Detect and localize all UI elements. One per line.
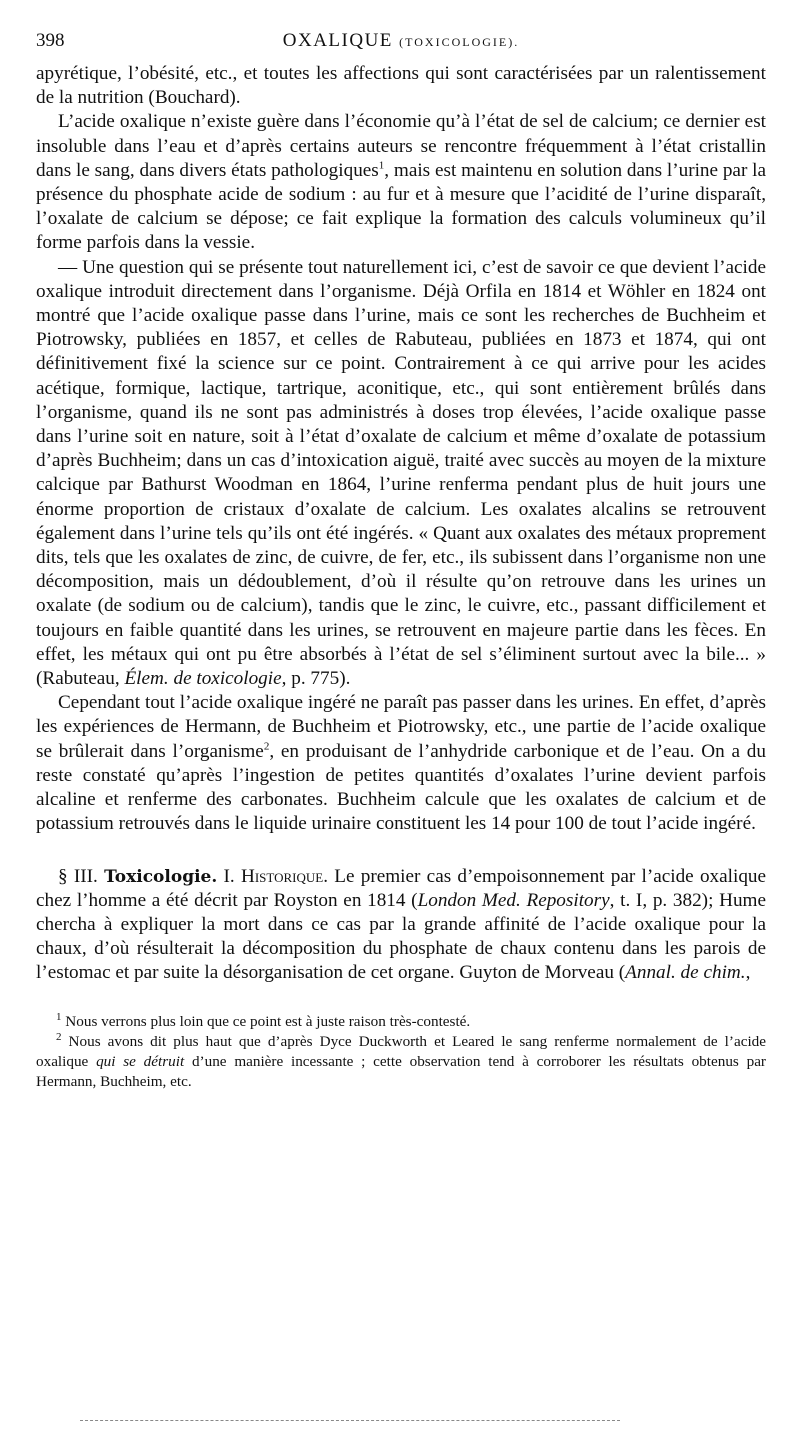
- paragraph: [36, 62, 766, 110]
- citation-title: Annal. de chim.: [625, 962, 746, 984]
- citation-title: London Med. Repository: [417, 889, 610, 911]
- paragraph-text: — Une question qui se présente tout naturellement ici, c’est de savoir ce que devient l’acide oxalique introduit directement dans l’organisme. Déjà Orfila en 1814 et Wöhler en 1824 ont montré que l’acide oxalique passe dans l’urine, mais ce sont les recherches de Buchheim et Piotrowsky, publiées en 1857, et celles de Rabuteau, publiées en 1873 et 1874, qui ont définitivement fixé la science sur ce point. Contrairement à ce qui arrive pour les acides acétique, formique, lactique, tartrique, aconitique, etc., qui sont entièrement brûlés dans l’organisme, quand ils ne sont pas administrés à doses trop élevées, l’acide oxalique passe dans l’urine soit en nature, soit à l’état d’oxalate de calcium et même d’oxalate de potassium d’après Buchheim; dans un cas d’intoxication aiguë, traité avec succès au moyen de la mixture calcique par Bathurst Woodman en 1864, l’urine renferma pendant plus de huit jours une énorme proportion de cristaux d’oxalate de calcium. Les oxalates alcalins se retrouvent également dans l’urine tels qu’ils ont été ingérés. « Quant aux oxalates des métaux proprement dits, tels que les oxalates de zinc, de cuivre, de fer, etc., ils subissent dans l’organisme non une décomposition, mais un dédoublement, d’où il résulte qu’on retrouve dans les urines un oxalate (de sodium ou de calcium), tandis que le zinc, le cuivre, etc., passant difficilement et toujours en faible quantité dans les urines, se retrouvent en majeure partie dans les fèces. En effet, les métaux qui ont pu être absorbés à l’état de sel s’éliminent surtout avec la bile... » (Rabuteau,: [36, 256, 766, 690]
- document-page: [36, 28, 766, 1092]
- paragraph: [36, 110, 766, 255]
- running-head-subtitle: (TOXICOLOGIE).: [399, 35, 520, 49]
- footnote-reference[interactable]: 2: [263, 740, 270, 753]
- section-subhead: I. Historique.: [223, 865, 329, 887]
- page-header: [36, 28, 766, 58]
- bottom-rule: [80, 1420, 620, 1421]
- running-head: [36, 30, 766, 52]
- paragraph-text: , en produisant de l’anhydride carbonique et de l’eau. On a du reste constaté qu’après l’ingestion de petites quantités d’oxalates l’urine devient parfois alcaline et renferme des carbonates. Buchheim calcule que les oxalates de calcium et de potassium retrouvés dans le liquide urinaire constituent les 14 pour 100 de tout l’acide ingéré.: [36, 740, 766, 835]
- footnote: [36, 1012, 766, 1032]
- footnote-mark: 1: [56, 1010, 62, 1023]
- page-number: 398: [36, 30, 65, 51]
- footnote-text: Nous verrons plus loin que ce point est à juste raison très-contesté.: [61, 1012, 471, 1030]
- paragraph: [36, 256, 766, 692]
- footnote-text: Nous avons dit plus haut que d’après Dyce Duckworth et Leared le sang renferme normalement de l’acide oxalique: [36, 1032, 766, 1070]
- paragraph-text: ,: [745, 962, 751, 984]
- paragraph-text: Le premier cas d’empoisonnement par l’acide oxalique chez l’homme a été décrit par Royston en 1814 (: [36, 865, 767, 911]
- body-text: [36, 62, 766, 986]
- footnote-reference[interactable]: 1: [378, 159, 385, 172]
- paragraph-text: , t. I, p. 382); Hume chercha à expliquer la mort dans ce cas par la grande affinité de l’acide oxalique pour la chaux, d’où résulterait la décomposition du phosphate de chaux contenu dans les parois de l’estomac et par suite la désorganisation de cet organe. Guyton de Morveau (: [36, 889, 766, 984]
- paragraph-text: , p. 775).: [281, 668, 351, 690]
- footnotes: [36, 1012, 766, 1092]
- paragraph: [36, 691, 766, 836]
- section-title: Toxicologie.: [104, 866, 218, 887]
- paragraph-text: L’acide oxalique n’existe guère dans l’économie qu’à l’état de sel de calcium; ce dernier est insoluble dans l’eau et d’après certains auteurs se rencontre fréquemment à l’état cristallin dans le sang, dans divers états pathologiques: [36, 111, 766, 181]
- footnote-text: d’une manière incessante ; cette observation tend à corroborer les résultats obtenus par Hermann, Buchheim, etc.: [36, 1052, 766, 1090]
- paragraph-text: , mais est maintenu en solution dans l’urine par la présence du phosphate acide de sodium : au fur et à mesure que l’acidité de l’urine disparaît, l’oxalate de calcium se dépose; ce fait explique la formation des calculs volumineux qu’il forme parfois dans la vessie.: [36, 159, 767, 254]
- paragraph-text: Cependant tout l’acide oxalique ingéré ne paraît pas passer dans les urines. En effet, d’après les expériences de Hermann, de Buchheim et Piotrowsky, etc., une partie de l’acide oxalique se brûlerait dans l’organisme: [36, 692, 766, 762]
- paragraph-text: apyrétique, l’obésité, etc., et toutes les affections qui sont caractérisées par un ralentissement de la nutrition (Bouchard).: [36, 63, 766, 109]
- section-mark: § III.: [58, 865, 98, 887]
- running-head-title: OXALIQUE: [282, 30, 393, 51]
- citation-title: Élem. de toxicologie: [124, 668, 282, 690]
- footnote-italic: qui se détruit: [96, 1052, 185, 1070]
- footnote-mark: 2: [56, 1030, 62, 1043]
- section-spacer: [36, 837, 766, 865]
- footnote: [36, 1032, 766, 1092]
- section-paragraph: [36, 865, 766, 986]
